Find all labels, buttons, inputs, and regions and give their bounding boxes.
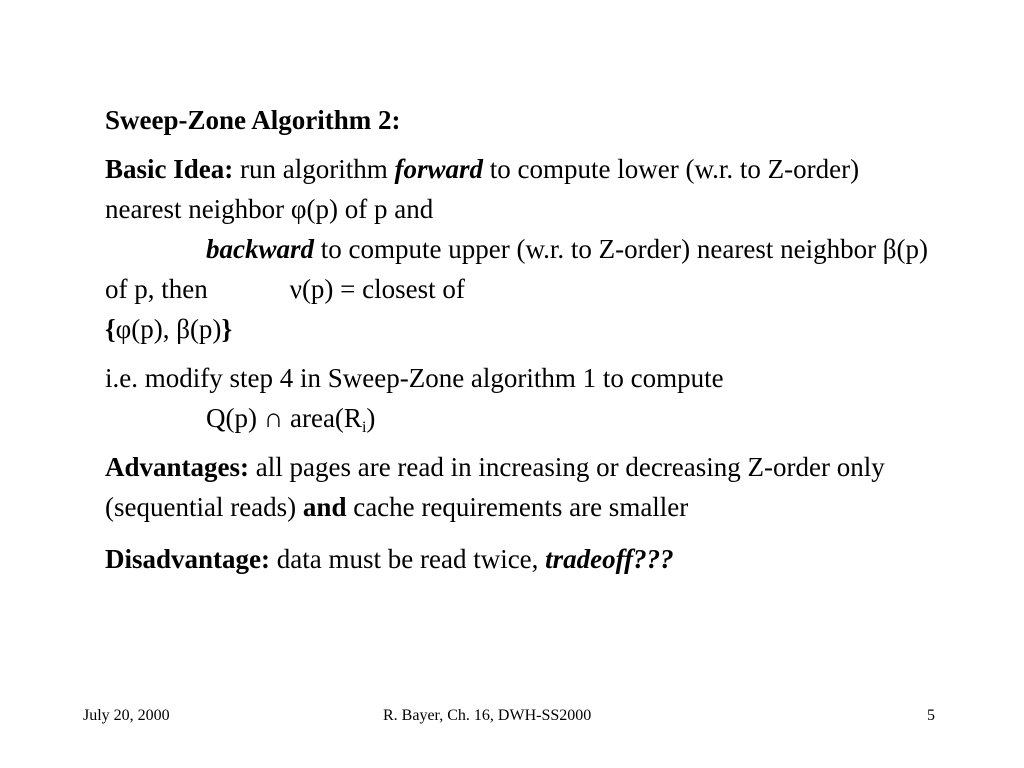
set-contents: φ(p), β(p): [115, 314, 222, 344]
advantages-text-2: cache requirements are smaller: [346, 492, 689, 522]
advantages-label: Advantages:: [105, 452, 250, 482]
brace-open: {: [105, 314, 116, 344]
formula-text: Q(p) ∩ area(R: [206, 403, 362, 433]
footer-page-number: 5: [927, 707, 935, 724]
basic-idea-text-4: ν(p) = closest of: [289, 274, 465, 304]
basic-idea-text-3: to compute upper (w.r. to Z-order) nearest neighbor β(p) of p, then: [105, 234, 929, 304]
formula-subscript: i: [361, 419, 367, 436]
basic-idea-paragraph: [105, 149, 935, 349]
basic-idea-label: Basic Idea:: [105, 154, 234, 184]
slide-body: [105, 100, 935, 597]
tradeoff-term: tradeoff???: [545, 544, 674, 574]
footer-author: R. Bayer, Ch. 16, DWH-SS2000: [383, 707, 592, 724]
disadvantage-text: data must be read twice,: [270, 544, 546, 574]
modify-step-paragraph: [105, 358, 935, 438]
formula-close: ): [366, 403, 376, 433]
brace-close: }: [221, 314, 233, 344]
modify-step-text: i.e. modify step 4 in Sweep-Zone algorithm 1 to compute: [105, 363, 724, 393]
footer-date: July 20, 2000: [83, 707, 170, 724]
disadvantage-label: Disadvantage:: [105, 544, 271, 574]
and-term: and: [302, 492, 347, 522]
basic-idea-text-2: to compute lower (w.r. to Z-order) nearest neighbor φ(p) of p and: [105, 154, 860, 224]
advantages-paragraph: [105, 447, 935, 527]
disadvantage-paragraph: [105, 539, 935, 579]
basic-idea-text-1: run algorithm: [233, 154, 395, 184]
backward-term: backward: [206, 234, 314, 264]
slide-title: Sweep-Zone Algorithm 2:: [105, 105, 401, 135]
advantages-text-1: all pages are read in increasing or decreasing Z-order only (sequential reads): [105, 452, 885, 522]
forward-term: forward: [394, 154, 483, 184]
